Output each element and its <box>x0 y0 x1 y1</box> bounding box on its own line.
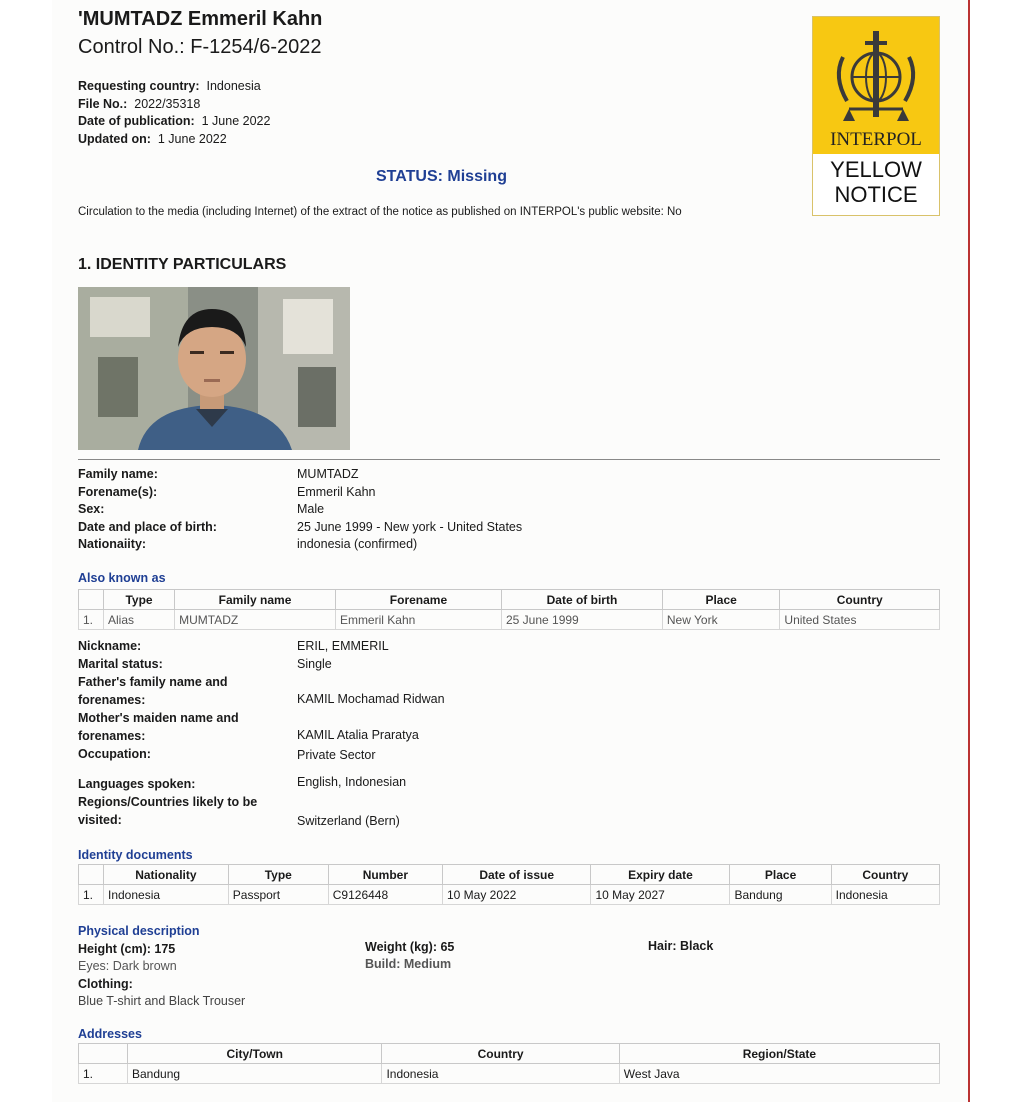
table-row: 1. Indonesia Passport C9126448 10 May 2022 10 May 2027 Bandung Indonesia <box>79 885 940 905</box>
nickname-value: ERIL, EMMERIL <box>297 639 389 653</box>
aka-col-place: Place <box>662 590 780 610</box>
regions-value: Switzerland (Bern) <box>297 814 400 828</box>
height-text: Height (cm): 175 <box>78 942 176 956</box>
identity-labels <box>78 466 217 554</box>
table-row: 1. Bandung Indonesia West Java <box>79 1064 940 1084</box>
regions-label-line1: Regions/Countries likely to be <box>78 795 258 809</box>
doc-col-number: Number <box>328 865 442 885</box>
person-photo <box>78 287 350 450</box>
doc-col-expiry: Expiry date <box>591 865 730 885</box>
doc-col-country: Country <box>831 865 939 885</box>
clothing-label: Clothing: <box>78 977 133 991</box>
mother-label-line1: Mother's maiden name and <box>78 711 239 725</box>
marital-label: Marital status: <box>78 657 163 671</box>
marital-value: Single <box>297 657 332 671</box>
forename-value: Emmeril Kahn <box>297 484 376 499</box>
logo-notice-line1: YELLOW <box>830 157 922 182</box>
doc-col-issue: Date of issue <box>442 865 590 885</box>
nationality-label: Nationaiity: <box>78 537 147 551</box>
aka-col-forename: Forename <box>335 590 501 610</box>
interpol-emblem-icon <box>813 17 939 127</box>
table-row: 1. Alias MUMTADZ Emmeril Kahn 25 June 1999 New York United States <box>79 610 940 630</box>
aka-col-country: Country <box>780 590 940 610</box>
family-name-value: MUMTADZ <box>297 467 359 481</box>
doc-col-nationality: Nationality <box>104 865 229 885</box>
aka-col-family: Family name <box>175 590 336 610</box>
logo-org-name: INTERPOL <box>830 129 922 150</box>
birth-label: Date and place of birth: <box>78 519 217 534</box>
status-label: STATUS: Missing <box>376 168 507 185</box>
doc-col-place: Place <box>730 865 831 885</box>
mother-value: KAMIL Atalia Praratya <box>297 728 419 742</box>
meta-file-no: File No.: 2022/35318 <box>78 96 201 111</box>
section-identity-heading: 1. IDENTITY PARTICULARS <box>78 256 287 273</box>
control-number: Control No.: F-1254/6-2022 <box>78 36 322 58</box>
section-divider <box>78 459 940 460</box>
weight-text: Weight (kg): 65 <box>365 940 455 954</box>
aka-header-row <box>79 590 940 610</box>
languages-value: English, Indonesian <box>297 775 407 789</box>
identity-values <box>297 466 522 554</box>
aka-table <box>78 589 940 630</box>
father-label-line2: forenames: <box>78 693 146 707</box>
meta-updated-on: Updated on: 1 June 2022 <box>78 131 227 146</box>
aka-heading: Also known as <box>78 571 166 585</box>
occupation-value: Private Sector <box>297 748 376 762</box>
addr-col-region: Region/State <box>619 1044 939 1064</box>
family-name-label: Family name: <box>78 467 158 481</box>
aka-col-type: Type <box>104 590 175 610</box>
nickname-label: Nickname: <box>78 639 142 653</box>
languages-label: Languages spoken: <box>78 777 196 791</box>
documents-table <box>78 864 940 905</box>
doc-col-type: Type <box>228 865 328 885</box>
addr-col-city: City/Town <box>128 1044 382 1064</box>
interpol-yellow-notice-logo <box>812 16 940 216</box>
person-name-heading: 'MUMTADZ Emmeril Kahn <box>78 8 323 30</box>
documents-header-row <box>79 865 940 885</box>
logo-notice-line2: NOTICE <box>834 182 918 207</box>
regions-label-line2: visited: <box>78 813 122 827</box>
meta-requesting-country: Requesting country: Indonesia <box>78 79 261 93</box>
documents-heading: Identity documents <box>78 848 193 862</box>
addresses-table <box>78 1043 940 1084</box>
father-label-line1: Father's family name and <box>78 675 228 689</box>
birth-value: 25 June 1999 - New york - United States <box>297 519 523 534</box>
logo-notice-type <box>813 157 939 207</box>
forename-label: Forename(s): <box>78 484 158 499</box>
addresses-heading: Addresses <box>78 1027 142 1041</box>
addr-col-country: Country <box>382 1044 619 1064</box>
hair-text: Hair: Black <box>648 939 714 953</box>
physical-heading: Physical description <box>78 924 200 938</box>
sex-value: Male <box>297 502 325 516</box>
addresses-header-row <box>79 1044 940 1064</box>
aka-col-dob: Date of birth <box>502 590 663 610</box>
father-value: KAMIL Mochamad Ridwan <box>297 692 445 706</box>
clothing-value: Blue T-shirt and Black Trouser <box>78 994 246 1005</box>
occupation-label: Occupation: <box>78 747 151 761</box>
circulation-note: Circulation to the media (including Internet) of the extract of the notice as published on INTERPOL's public website: No <box>78 206 682 218</box>
build-text: Build: Medium <box>365 957 452 971</box>
mother-label-line2: forenames: <box>78 729 146 743</box>
eyes-text: Eyes: Dark brown <box>78 959 177 973</box>
meta-date-publication: Date of publication: 1 June 2022 <box>78 114 271 128</box>
notice-meta <box>78 78 270 148</box>
sex-label: Sex: <box>78 502 105 516</box>
nationality-value: indonesia (confirmed) <box>297 537 418 551</box>
